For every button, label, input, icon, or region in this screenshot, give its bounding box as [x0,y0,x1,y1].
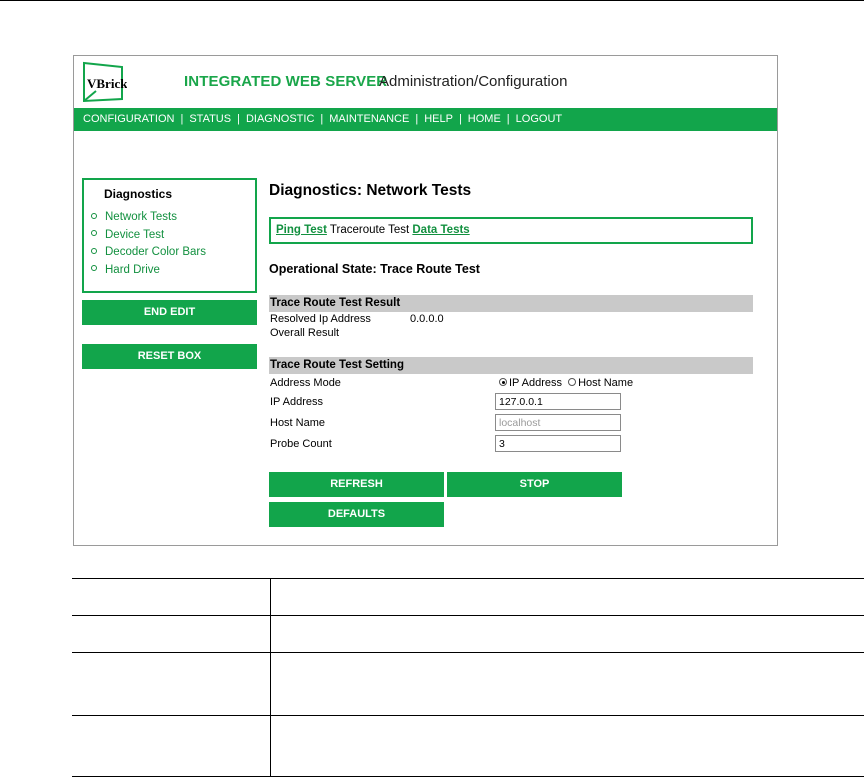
tab-traceroute-test: Traceroute Test [329,224,410,236]
ip-address-label: IP Address [270,396,323,408]
host-name-input [495,414,621,431]
operational-state: Operational State: Trace Route Test [269,262,480,276]
sidebar-item-label: Device Test [105,228,165,241]
tab-data-tests[interactable]: Data Tests [412,224,470,236]
nav-status[interactable]: STATUS [189,113,232,125]
end-edit-button[interactable]: END EDIT [82,300,257,325]
nav-diagnostic[interactable]: DIAGNOSTIC [245,113,315,125]
sidebar-diagnostics [82,178,257,293]
vbrick-logo-text: VBrick [87,76,127,91]
ip-address-input[interactable] [495,393,621,410]
table-row [72,716,864,777]
tab-ping-test[interactable]: Ping Test [276,224,327,236]
table-row [72,579,864,616]
table-row [72,616,864,653]
bullet-icon [91,265,97,271]
top-nav: CONFIGURATION | STATUS | DIAGNOSTIC | MAINTENANCE | HELP | HOME | LOGOUT [74,108,777,131]
nav-maintenance[interactable]: MAINTENANCE [329,113,410,125]
document-table [72,578,864,777]
nav-help[interactable]: HELP [424,113,453,125]
bullet-icon [91,230,97,236]
sidebar-item-network-tests[interactable] [91,209,206,227]
sidebar-list [91,209,206,279]
result-section-header: Trace Route Test Result [269,295,753,312]
radio-host-name-label: Host Name [578,377,634,389]
radio-host-name[interactable] [568,378,576,386]
nav-home[interactable]: HOME [467,113,501,125]
table-row [72,653,864,716]
sidebar-item-label: Hard Drive [105,263,160,276]
sidebar-item-decoder-color-bars[interactable] [91,244,206,262]
nav-logout[interactable]: LOGOUT [515,113,563,125]
banner-title: INTEGRATED WEB SERVER [184,73,388,90]
address-mode-label: Address Mode [270,377,341,389]
setting-section-header: Trace Route Test Setting [269,357,753,374]
reset-box-button[interactable]: RESET BOX [82,344,257,369]
probe-count-input[interactable] [495,435,621,452]
radio-ip-address[interactable] [499,378,507,386]
test-tabs [269,217,753,244]
bullet-icon [91,248,97,254]
refresh-button[interactable]: REFRESH [269,472,444,497]
bullet-icon [91,213,97,219]
stop-button[interactable]: STOP [447,472,622,497]
host-name-label: Host Name [270,417,326,429]
sidebar-item-hard-drive[interactable] [91,262,206,280]
screenshot-frame [73,55,778,546]
sidebar-title: Diagnostics [104,187,173,201]
resolved-ip-value: 0.0.0.0 [410,313,444,325]
page-top-rule [0,0,864,1]
sidebar-item-label: Decoder Color Bars [105,246,206,258]
sidebar-item-label: Network Tests [105,211,178,223]
defaults-button[interactable]: DEFAULTS [269,502,444,527]
nav-configuration[interactable]: CONFIGURATION [83,113,175,125]
page-title: Diagnostics: Network Tests [269,182,472,199]
banner-subtitle: Administration/Configuration [379,73,568,90]
sidebar-item-device-test[interactable] [91,227,206,245]
radio-ip-address-label: IP Address [509,377,562,389]
overall-result-label: Overall Result [270,327,340,339]
vbrick-logo [82,61,127,103]
address-mode-group [499,377,633,389]
resolved-ip-label: Resolved Ip Address [270,313,371,325]
probe-count-label: Probe Count [270,438,332,450]
